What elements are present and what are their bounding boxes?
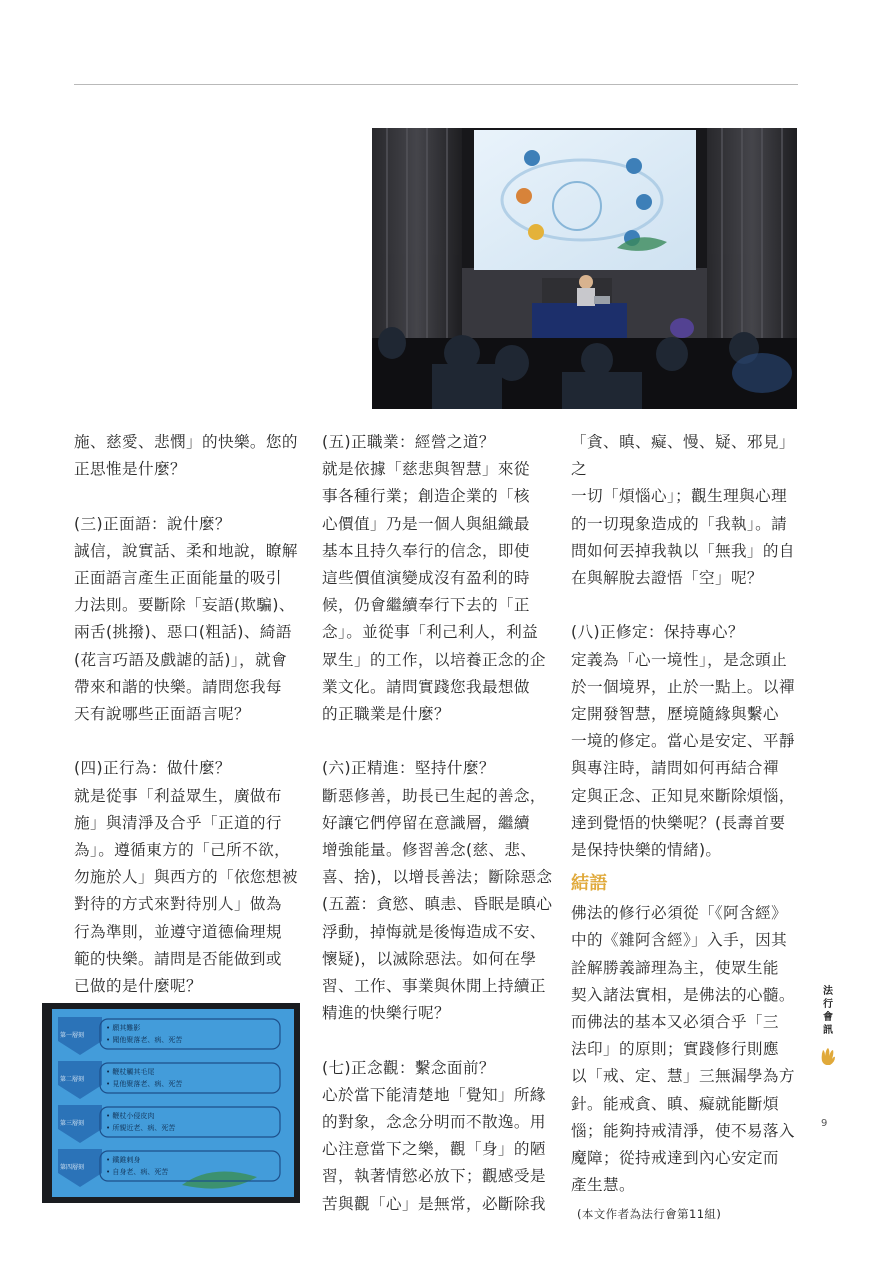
text-line: 事各種行業；創造企業的「核 [322, 487, 530, 506]
text-line: 就是從事「利益眾生，廣做布 [74, 786, 282, 805]
text-line: 斷惡修善，助長已生起的善念， [322, 786, 546, 805]
text-column-2 [322, 429, 554, 1218]
text-line: 定開發智慧，歷境隨緣與繫心 [571, 705, 779, 724]
paragraph-gap [322, 728, 554, 755]
text-line: 施」與清淨及合乎「正道的行 [74, 813, 282, 832]
text-line: 的一切現象造成的「我執」。請 [571, 514, 788, 533]
text-line: 就是依據「慈悲與智慧」來從 [322, 460, 530, 479]
text-line: 心價值」乃是一個人與組織最 [322, 514, 530, 533]
text-line: 對待的方式來對待別人」做為 [74, 895, 282, 914]
text-line: 定義為「心一境性」，是念頭止 [571, 650, 788, 669]
text-line: 「貪、瞋、癡、慢、疑、邪見」之 [571, 433, 795, 479]
slide-row-label: 第二層刻 [60, 1076, 85, 1083]
slide-row-item: • 所親近老、病、死苦 [106, 1124, 176, 1132]
text-line: (五)正職業：經營之道？ [322, 433, 495, 451]
text-line: 法印」的原則；實踐修行則應 [571, 1040, 779, 1059]
text-line: 正思惟是什麼？ [74, 460, 186, 479]
text-line: 惱；能夠持戒清淨，使不易落入 [571, 1121, 795, 1140]
text-line: 候，仍會繼續奉行下去的「正 [322, 596, 530, 615]
text-line: 已做的是什麼呢？ [74, 977, 202, 996]
page-number: 9 [821, 1118, 828, 1129]
text-line: 而佛法的基本又必須合乎「三 [571, 1013, 779, 1032]
conclusion-heading: 結語 [571, 873, 608, 895]
text-line: (七)正念觀：繫念面前？ [322, 1058, 495, 1077]
text-line: 的對象，念念分明而不散逸。用 [322, 1113, 546, 1132]
side-tab [818, 985, 838, 1069]
text-line: 誠信，說實話、柔和地說，瞭解 [74, 541, 298, 560]
text-line: 心注意當下之樂，觀「身」的陋 [322, 1140, 546, 1159]
text-line: 兩舌(挑撥)、惡口(粗話)、綺語 [74, 623, 292, 642]
slide-row-item: • 鞭杖觸其毛尾 [106, 1068, 155, 1076]
text-line: 行為準則，並遵守道德倫理規 [74, 922, 282, 941]
text-line: 心於當下能清楚地「覺知」所緣 [322, 1085, 546, 1104]
paragraph-gap [571, 592, 803, 619]
text-line: (三)正面語：說什麼？ [74, 514, 231, 533]
text-line: 喜、捨)，以增長善法；斷除惡念 [322, 868, 553, 887]
text-line: (花言巧語及戲謔的話)」，就會 [74, 650, 288, 669]
text-line: 佛法的修行必須從「《阿含經》 [571, 904, 788, 923]
brand-character: 法 [823, 986, 833, 997]
text-line: 魔障；從持戒達到內心安定而 [571, 1149, 779, 1168]
text-line: 天有說哪些正面語言呢？ [74, 705, 250, 724]
text-column-3 [571, 429, 803, 1225]
text-line: 習，執著情慾必放下；觀感受是 [322, 1167, 546, 1186]
text-line: 苦與觀「心」是無常，必斷除我 [322, 1194, 546, 1213]
text-line: 一切「煩惱心」；觀生理與心理 [571, 487, 788, 506]
text-line: 達到覺悟的快樂呢？(長壽首要 [571, 813, 786, 832]
slide-row-item: • 自身老、病、死苦 [106, 1168, 169, 1176]
text-line: 正面語言產生正面能量的吸引 [74, 569, 282, 587]
text-line: (四)正行為：做什麼？ [74, 759, 231, 778]
author-note: (本文作者為法行會第11組) [577, 1207, 722, 1222]
text-line: 與專注時，請問如何再結合禪 [571, 759, 779, 778]
slide-row-item: • 見他聚落老、病、死苦 [106, 1080, 183, 1088]
brand-character: 訊 [823, 1025, 833, 1036]
text-line: 增強能量。修習善念(慈、悲、 [322, 841, 537, 860]
text-line: 以「戒、定、慧」三無漏學為方 [571, 1067, 795, 1086]
text-line: 力法則。要斷除「妄語(欺騙)、 [74, 596, 295, 615]
slide-row-item: • 聞他聚落老、病、死苦 [106, 1036, 183, 1044]
text-line: 問如何丟掉我執以「無我」的自 [571, 541, 795, 560]
text-line: 定與正念、正知見來斷除煩惱， [571, 786, 795, 805]
slide-photo [42, 1003, 300, 1203]
hand-logo-icon [818, 1047, 838, 1069]
text-line: (八)正修定：保持專心？ [571, 623, 744, 642]
slide-row-label: 第四層刻 [60, 1164, 85, 1171]
text-line: (六)正精進：堅持什麼？ [322, 759, 495, 778]
text-line: 的正職業是什麼？ [322, 705, 450, 724]
text-column-1 [74, 429, 306, 1000]
text-line: 施、慈愛、悲憫」的快樂。您的 [74, 433, 298, 451]
text-line: 產生慧。 [571, 1176, 635, 1195]
text-line: 勿施於人」與西方的「依您想被 [74, 868, 298, 887]
text-line: 一境的修定。當心是安定、平靜 [571, 732, 795, 751]
slide-row-item: • 鐵錐刺身 [106, 1156, 141, 1164]
text-line: (五蓋：貪慾、瞋恚、昏眠是瞋心 [322, 895, 553, 914]
text-line: 精進的快樂行呢？ [322, 1004, 450, 1023]
text-line: 契入諸法實相，是佛法的心髓。 [571, 985, 795, 1004]
paragraph-gap [322, 1027, 554, 1054]
slide-row-item: • 願其難影 [106, 1024, 141, 1032]
text-line: 在與解脫去證悟「空」呢？ [571, 569, 763, 588]
paragraph-gap [74, 728, 306, 755]
text-line: 基本且持久奉行的信念，即使 [322, 541, 530, 560]
text-line: 這些價值演變成沒有盈利的時 [322, 569, 530, 588]
text-line: 中的《雜阿含經》」入手，因其 [571, 931, 788, 950]
text-line: 針。能戒貪、瞋、癡就能斷煩 [571, 1094, 779, 1113]
text-line: 習、工作、事業與休閒上持續正 [322, 977, 546, 996]
text-line: 是保持快樂的情緒)。 [571, 841, 722, 860]
slide-row-item: • 鞭杖小侵皮肉 [106, 1112, 155, 1120]
text-line: 範的快樂。請問是否能做到或 [74, 949, 282, 968]
text-line: 好讓它們停留在意識層，繼續 [322, 813, 530, 832]
text-line: 詮解勝義諦理為主，使眾生能 [571, 958, 779, 977]
text-line: 懷疑)，以滅除惡法。如何在學 [322, 949, 537, 968]
text-line: 眾生」的工作，以培養正念的企 [322, 650, 546, 669]
magazine-brand [818, 985, 838, 1037]
text-line: 為」。遵循東方的「己所不欲， [74, 841, 291, 860]
brand-character: 行 [823, 999, 833, 1010]
text-line: 於一個境界，止於一點上。以禪 [571, 677, 795, 696]
slide-row-label: 第三層刻 [60, 1120, 85, 1127]
slide-row-label: 第一層刻 [60, 1032, 85, 1039]
text-line: 帶來和諧的快樂。請問您我每 [74, 677, 282, 696]
text-line: 浮動，掉悔就是後悔造成不安、 [322, 922, 546, 941]
brand-character: 會 [823, 1012, 833, 1023]
text-line: 念」。並從事「利己利人，利益 [322, 623, 539, 642]
paragraph-gap [74, 483, 306, 510]
header-rule [74, 84, 798, 85]
lecture-photo [372, 128, 797, 409]
text-line: 業文化。請問實踐您我最想做 [322, 677, 530, 696]
